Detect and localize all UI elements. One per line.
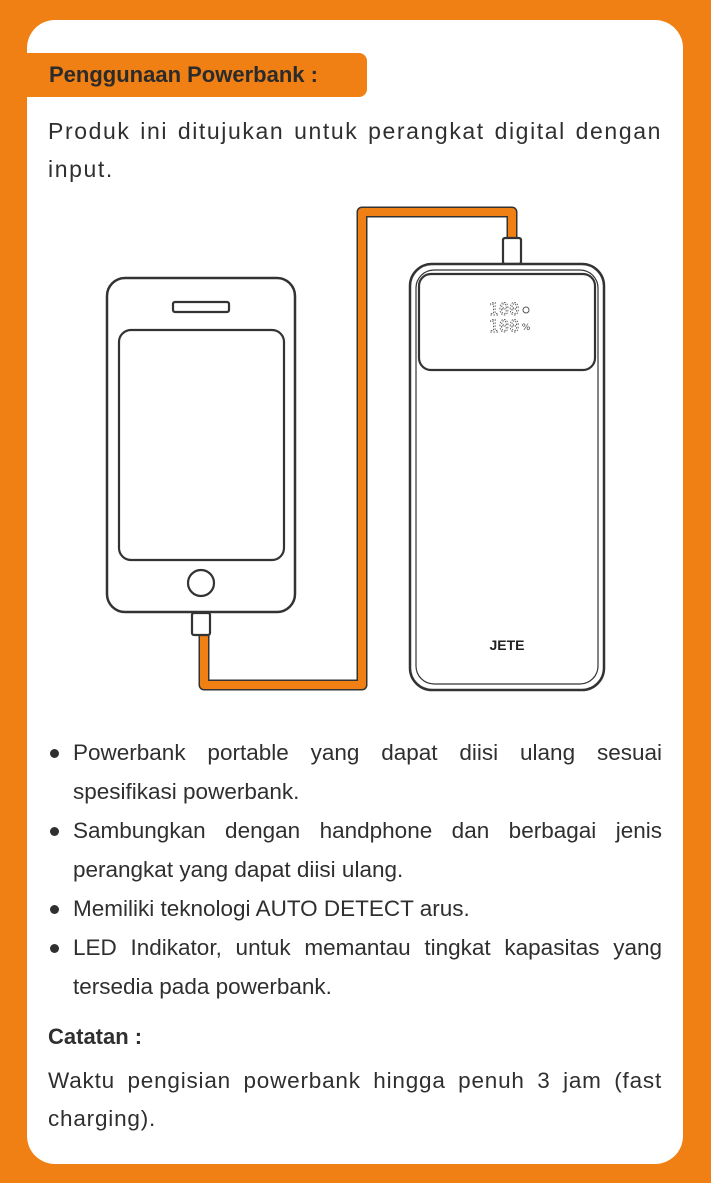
percent-symbol: %: [521, 323, 531, 333]
led-display-bottom: 100: [488, 317, 520, 337]
note-title: Catatan :: [48, 1024, 143, 1049]
list-item: LED Indikator, untuk memantau tingkat kapasitas yang tersedia pada powerbank.: [48, 928, 662, 1006]
note-text: Waktu pengisian powerbank hingga penuh 3 jam (fast charging).: [48, 1068, 662, 1131]
powerbank-icon: [410, 238, 604, 690]
info-card: [27, 20, 683, 1164]
section-title: Penggunaan Powerbank :: [49, 62, 318, 87]
brand-logo: JETE: [489, 637, 525, 653]
feature-list: [48, 733, 662, 1006]
smartphone-icon: [107, 278, 295, 635]
powerbank-phone-illustration: [27, 20, 683, 720]
intro-text: Produk ini ditujukan untuk perangkat digital dengan input.: [48, 118, 662, 182]
led-display-top: 100: [488, 300, 520, 320]
list-item: Sambungkan dengan handphone dan berbagai jenis perangkat yang dapat diisi ulang.: [48, 811, 662, 889]
list-item: Powerbank portable yang dapat diisi ulang sesuai spesifikasi powerbank.: [48, 733, 662, 811]
list-item: Memiliki teknologi AUTO DETECT arus.: [48, 889, 662, 928]
